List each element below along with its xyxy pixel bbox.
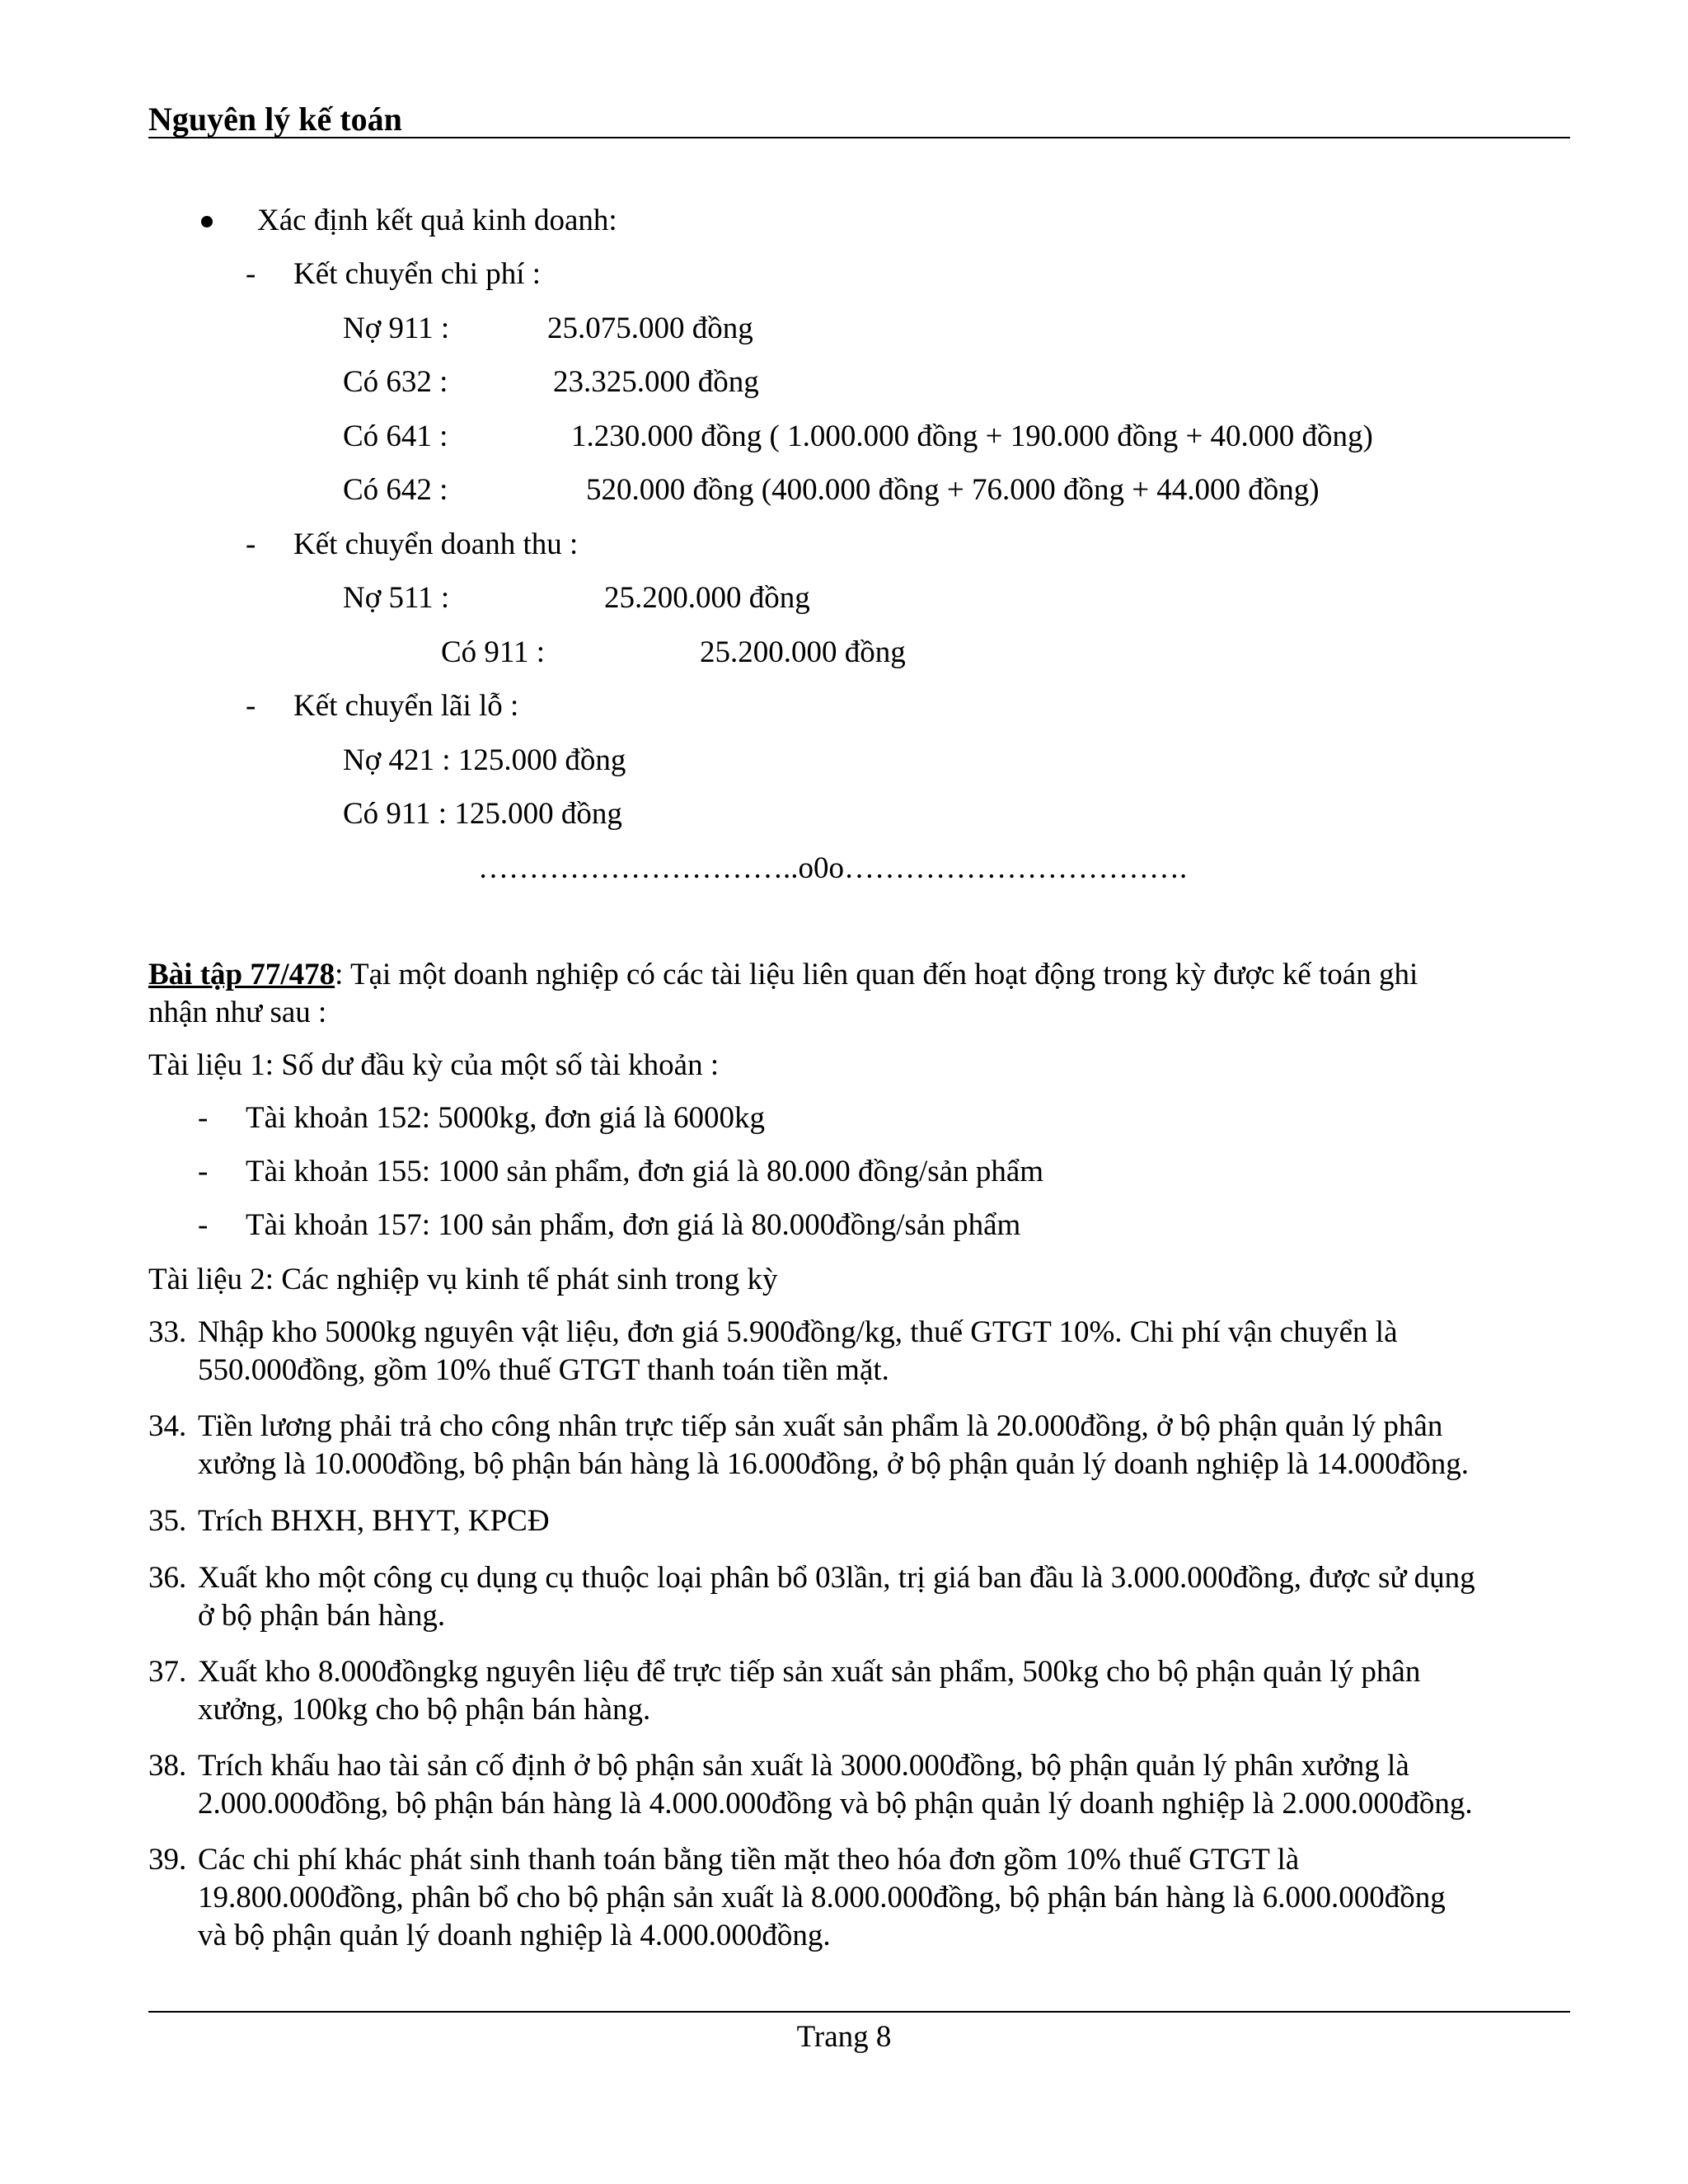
dash-heading-profit: Kết chuyển lãi lỗ : — [293, 689, 519, 723]
entry-account: Nợ 911 : — [343, 312, 450, 345]
item-text: xưởng là 10.000đồng, bộ phận bán hàng là 16.000đồng, ở bộ phận quản lý doanh nghiệp là 14.000đồng. — [198, 1447, 1470, 1481]
doc2-heading: Tài liệu 2: Các nghiệp vụ kinh tế phát sinh trong kỳ — [148, 1263, 778, 1296]
doc1-item: Tài khoản 155: 1000 sản phẩm, đơn giá là 80.000 đồng/sản phẩm — [246, 1155, 1044, 1188]
exercise-intro-cont: nhận như sau : — [148, 996, 327, 1029]
item-text: Các chi phí khác phát sinh thanh toán bằng tiền mặt theo hóa đơn gồm 10% thuế GTGT là — [198, 1843, 1300, 1877]
item-text: Trích khấu hao tài sản cố định ở bộ phận sản xuất là 3000.000đồng, bộ phận quản lý phân xưởng là — [198, 1749, 1409, 1783]
header-rule — [148, 137, 1570, 138]
item-number: 38. — [148, 1749, 187, 1783]
dash-marker: - — [198, 1208, 209, 1242]
item-text: xưởng, 100kg cho bộ phận bán hàng. — [198, 1693, 651, 1727]
item-text: Trích BHXH, BHYT, KPCĐ — [198, 1504, 550, 1538]
entry-account: Có 642 : — [343, 473, 448, 507]
dash-marker: - — [246, 527, 256, 561]
item-text: 550.000đồng, gồm 10% thuế GTGT thanh toán tiền mặt. — [198, 1353, 889, 1387]
dash-heading-revenue: Kết chuyển doanh thu : — [293, 527, 579, 561]
item-text: và bộ phận quản lý doanh nghiệp là 4.000.000đồng. — [198, 1919, 831, 1952]
dash-marker: - — [198, 1101, 209, 1135]
entry-amount: 23.325.000 đồng — [553, 365, 759, 399]
item-number: 35. — [148, 1504, 187, 1538]
entry-amount: 1.230.000 đồng ( 1.000.000 đồng + 190.000 đồng + 40.000 đồng) — [571, 419, 1373, 453]
doc1-heading: Tài liệu 1: Số dư đầu kỳ của một số tài khoản : — [148, 1048, 720, 1082]
dash-marker: - — [246, 689, 256, 723]
separator: …………………………..o0o……………………………. — [478, 851, 1188, 885]
item-number: 33. — [148, 1315, 187, 1349]
header-title: Nguyên lý kế toán — [148, 101, 402, 138]
item-text: 19.800.000đồng, phân bổ cho bộ phận sản xuất là 8.000.000đồng, bộ phận bán hàng là 6.000.000đồng — [198, 1881, 1446, 1915]
exercise-intro-text: : Tại một doanh nghiệp có các tài liệu liên quan đến hoạt động trong kỳ được kế toán ghi — [335, 958, 1418, 991]
item-number: 36. — [148, 1561, 187, 1595]
entry-line: Có 911 : 125.000 đồng — [343, 797, 622, 831]
bullet-heading: Xác định kết quả kinh doanh: — [257, 204, 617, 237]
exercise-title: Bài tập 77/478 — [148, 958, 335, 991]
entry-amount: 25.075.000 đồng — [547, 312, 753, 345]
item-text: Xuất kho một công cụ dụng cụ thuộc loại phân bổ 03lần, trị giá ban đầu là 3.000.000đồng, được sử dụng — [198, 1561, 1475, 1595]
entry-account: Có 911 : — [441, 635, 546, 669]
item-text: Xuất kho 8.000đồngkg nguyên liệu để trực tiếp sản xuất sản phẩm, 500kg cho bộ phận quản lý phân — [198, 1655, 1421, 1689]
doc1-item: Tài khoản 157: 100 sản phẩm, đơn giá là 80.000đồng/sản phẩm — [246, 1208, 1021, 1242]
item-number: 34. — [148, 1409, 187, 1443]
entry-amount: 520.000 đồng (400.000 đồng + 76.000 đồng + 44.000 đồng) — [586, 473, 1320, 507]
item-text: Tiền lương phải trả cho công nhân trực tiếp sản xuất sản phẩm là 20.000đồng, ở bộ phận quản lý phân — [198, 1409, 1443, 1443]
entry-account: Có 641 : — [343, 419, 448, 453]
dash-heading-cost: Kết chuyển chi phí : — [293, 257, 542, 291]
item-text: Nhập kho 5000kg nguyên vật liệu, đơn giá 5.900đồng/kg, thuế GTGT 10%. Chi phí vận chuyển là — [198, 1315, 1398, 1349]
entry-amount: 25.200.000 đồng — [604, 581, 810, 615]
exercise-intro — [148, 956, 1418, 994]
footer-rule — [148, 2011, 1570, 2013]
dash-marker: - — [246, 257, 256, 291]
entry-account: Nợ 511 : — [343, 581, 450, 615]
page-number: Trang 8 — [796, 2020, 892, 2054]
item-number: 39. — [148, 1843, 187, 1877]
dash-marker: - — [198, 1155, 209, 1188]
item-number: 37. — [148, 1655, 187, 1689]
bullet-icon — [201, 216, 213, 227]
item-text: ở bộ phận bán hàng. — [198, 1599, 446, 1633]
item-text: 2.000.000đồng, bộ phận bán hàng là 4.000.000đồng và bộ phận quản lý doanh nghiệp là 2.000.000đồng. — [198, 1787, 1473, 1821]
doc1-item: Tài khoản 152: 5000kg, đơn giá là 6000kg — [246, 1101, 765, 1135]
entry-account: Có 632 : — [343, 365, 448, 399]
entry-line: Nợ 421 : 125.000 đồng — [343, 743, 626, 777]
entry-amount: 25.200.000 đồng — [700, 635, 906, 669]
